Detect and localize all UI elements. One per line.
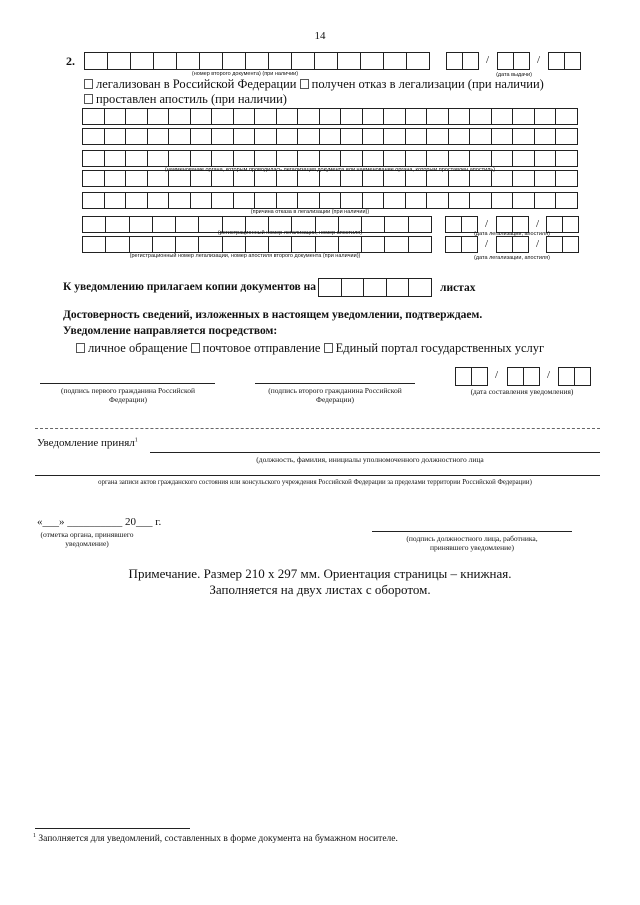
org-line[interactable] <box>35 475 600 476</box>
compose-date-part-2[interactable] <box>507 367 540 386</box>
cell[interactable] <box>292 237 315 252</box>
first-signature-label: (подпись первого гражданина Российской Федерации) <box>60 386 196 404</box>
cell[interactable] <box>406 171 428 186</box>
issue-date-part-2[interactable] <box>497 52 530 70</box>
cell[interactable] <box>126 151 148 166</box>
reg-date-label: (дата легализации, апостиля) <box>474 231 550 237</box>
cell[interactable] <box>83 217 106 232</box>
cell[interactable] <box>513 109 535 124</box>
doc-number-label: (номер второго документа) (при наличии) <box>191 71 299 77</box>
option-legalized: легализован в Российской Федерации <box>96 77 297 91</box>
cell[interactable] <box>148 193 170 208</box>
cell[interactable] <box>130 237 153 252</box>
date-separator: / <box>485 218 489 230</box>
cell[interactable] <box>513 237 528 252</box>
cell[interactable] <box>169 151 191 166</box>
cell[interactable] <box>563 217 578 232</box>
option-apostille: проставлен апостиль (при наличии) <box>96 92 287 106</box>
cell[interactable] <box>83 129 105 144</box>
cell[interactable] <box>319 279 342 296</box>
cell[interactable] <box>105 171 127 186</box>
cell[interactable] <box>406 151 428 166</box>
cell[interactable] <box>298 151 320 166</box>
compose-date-part-1[interactable] <box>455 367 488 386</box>
cell[interactable] <box>131 53 154 69</box>
cell[interactable] <box>406 109 428 124</box>
checkbox-refused[interactable] <box>300 79 309 89</box>
cell[interactable] <box>85 53 108 69</box>
cell[interactable] <box>105 151 127 166</box>
cell[interactable] <box>427 193 449 208</box>
cell[interactable] <box>492 151 514 166</box>
cell[interactable] <box>363 171 385 186</box>
cell[interactable] <box>384 53 407 69</box>
cell[interactable] <box>409 237 431 252</box>
cell[interactable] <box>427 109 449 124</box>
cell[interactable] <box>427 171 449 186</box>
footnote: $^1$ Заполняется для уведомлений, составленных в форме документа на бумажном носителе. <box>33 833 398 845</box>
reg-number2-grid[interactable] <box>82 236 432 253</box>
reg-date2-part-2[interactable] <box>496 236 529 253</box>
cell[interactable] <box>384 193 406 208</box>
reg-date2-label: (дата легализации, апостиля) <box>474 255 550 261</box>
cell[interactable] <box>384 129 406 144</box>
cell[interactable] <box>277 193 299 208</box>
cell[interactable] <box>563 237 578 252</box>
cell[interactable] <box>406 129 428 144</box>
cell[interactable] <box>105 193 127 208</box>
cell[interactable] <box>513 217 528 232</box>
official-label: (должность, фамилия, инициалы уполномоченного должностного лица <box>256 455 484 464</box>
cell[interactable] <box>148 151 170 166</box>
date-separator: / <box>547 369 551 381</box>
cell[interactable] <box>106 237 129 252</box>
cell[interactable] <box>148 109 170 124</box>
accepted-label: Уведомление принял$^1$ <box>37 437 138 449</box>
cell[interactable] <box>470 129 492 144</box>
cell[interactable] <box>153 237 176 252</box>
checkbox-mail[interactable] <box>191 343 200 353</box>
cell[interactable] <box>472 368 487 385</box>
cell[interactable] <box>362 237 385 252</box>
legalization-options <box>84 77 544 92</box>
cell[interactable] <box>234 151 256 166</box>
cell[interactable] <box>535 151 557 166</box>
checkbox-apostille[interactable] <box>84 94 93 104</box>
cell[interactable] <box>470 171 492 186</box>
cell[interactable] <box>363 151 385 166</box>
cell[interactable] <box>409 279 431 296</box>
cell[interactable] <box>298 171 320 186</box>
reg-date2-part-3[interactable] <box>546 236 579 253</box>
cell[interactable] <box>169 109 191 124</box>
issue-date-part-3[interactable] <box>548 52 581 70</box>
official-signature-line[interactable] <box>372 531 572 532</box>
cell[interactable] <box>470 151 492 166</box>
cell[interactable] <box>406 193 428 208</box>
cell[interactable] <box>83 171 105 186</box>
date-separator: / <box>485 238 489 250</box>
cell[interactable] <box>298 193 320 208</box>
stamp-label: (отметка органа, принявшего уведомление) <box>40 530 134 548</box>
cell[interactable] <box>513 151 535 166</box>
cell[interactable] <box>470 109 492 124</box>
cell[interactable] <box>191 129 213 144</box>
cell[interactable] <box>83 109 105 124</box>
compose-date-label: (дата составления уведомления) <box>470 387 574 396</box>
cell[interactable] <box>255 109 277 124</box>
option-refused: получен отказ в легализации (при наличии) <box>311 77 544 91</box>
cell[interactable] <box>535 109 557 124</box>
checkbox-portal[interactable] <box>324 343 333 353</box>
note-line1: Примечание. Размер 210 х 297 мм. Ориентация страницы – книжная. <box>128 566 512 581</box>
reg-number-label: (регистрационный номер легализации, номер апостиля) <box>217 230 363 236</box>
cell[interactable] <box>535 129 557 144</box>
date-separator: / <box>537 54 541 66</box>
cell[interactable] <box>269 53 292 69</box>
copies-count-grid[interactable] <box>318 278 432 297</box>
authority-row-3[interactable] <box>82 150 578 167</box>
cell[interactable] <box>497 217 513 232</box>
cell[interactable] <box>126 171 148 186</box>
first-signature-line[interactable] <box>40 383 215 384</box>
date-separator: / <box>536 218 540 230</box>
reg-date-part-1[interactable] <box>445 216 478 233</box>
cell[interactable] <box>177 53 200 69</box>
cell[interactable] <box>387 279 410 296</box>
cell[interactable] <box>223 53 246 69</box>
cell[interactable] <box>148 171 170 186</box>
issue-date-label: (дата выдачи) <box>496 72 532 78</box>
cell[interactable] <box>449 171 471 186</box>
reg-date2-part-1[interactable] <box>445 236 478 253</box>
cell[interactable] <box>556 151 577 166</box>
note-line2: Заполняется на двух листах с оборотом. <box>209 582 431 597</box>
cell[interactable] <box>446 217 462 232</box>
reg-number2-label: (регистрационный номер легализации, номер апостиля второго документа (при наличии)) <box>129 253 361 259</box>
cell[interactable] <box>513 193 535 208</box>
cell[interactable] <box>456 368 472 385</box>
cell[interactable] <box>130 217 153 232</box>
delivery-title: Уведомление направляется посредством: <box>63 325 278 337</box>
cell[interactable] <box>462 217 477 232</box>
cell[interactable] <box>255 193 277 208</box>
cell[interactable] <box>556 193 577 208</box>
cell[interactable] <box>556 129 577 144</box>
cell[interactable] <box>191 193 213 208</box>
cell[interactable] <box>320 171 342 186</box>
cell[interactable] <box>269 237 292 252</box>
date-separator: / <box>536 238 540 250</box>
cell[interactable] <box>547 237 563 252</box>
cell[interactable] <box>126 109 148 124</box>
cell[interactable] <box>384 109 406 124</box>
cell[interactable] <box>535 193 557 208</box>
cell[interactable] <box>409 217 431 232</box>
cell[interactable] <box>153 217 176 232</box>
copies-suffix: листах <box>440 282 476 294</box>
cell[interactable] <box>199 237 222 252</box>
cell[interactable] <box>169 129 191 144</box>
cell[interactable] <box>126 129 148 144</box>
cell[interactable] <box>148 129 170 144</box>
cell[interactable] <box>524 368 539 385</box>
cell[interactable] <box>498 53 514 69</box>
cell[interactable] <box>556 171 577 186</box>
cell[interactable] <box>339 237 362 252</box>
cell[interactable] <box>212 171 234 186</box>
cell[interactable] <box>315 53 338 69</box>
checkbox-legalized[interactable] <box>84 79 93 89</box>
cell[interactable] <box>277 129 299 144</box>
cell[interactable] <box>320 129 342 144</box>
divider <box>35 428 600 429</box>
cell[interactable] <box>169 193 191 208</box>
authority-label: (наименование органа, которым проводилась легализация документа или наименование органа, которым проставлен апостиль) <box>164 167 496 173</box>
cell[interactable] <box>277 171 299 186</box>
cell[interactable] <box>212 193 234 208</box>
cell[interactable] <box>463 53 478 69</box>
cell[interactable] <box>105 109 127 124</box>
copies-prefix: К уведомлению прилагаем копии документов на <box>63 281 317 293</box>
cell[interactable] <box>535 171 557 186</box>
cell[interactable] <box>342 279 365 296</box>
cell[interactable] <box>362 217 385 232</box>
cell[interactable] <box>126 193 148 208</box>
cell[interactable] <box>575 368 590 385</box>
org-label: органа записи актов гражданского состояния или консульского учреждения Российской Федерации за пределами территории Российской Федерации) <box>98 479 532 486</box>
cell[interactable] <box>169 171 191 186</box>
cell[interactable] <box>234 193 256 208</box>
cell[interactable] <box>320 151 342 166</box>
cell[interactable] <box>470 193 492 208</box>
cell[interactable] <box>513 171 535 186</box>
authority-row-1[interactable] <box>82 108 578 125</box>
option-portal: Единый портал государственных услуг <box>335 341 545 355</box>
cell[interactable] <box>492 171 514 186</box>
cell[interactable] <box>255 129 277 144</box>
cell[interactable] <box>385 237 408 252</box>
cell[interactable] <box>385 217 408 232</box>
cell[interactable] <box>212 109 234 124</box>
cell[interactable] <box>556 109 577 124</box>
cell[interactable] <box>106 217 129 232</box>
cell[interactable] <box>341 193 363 208</box>
cell[interactable] <box>246 237 269 252</box>
cell[interactable] <box>154 53 177 69</box>
cell[interactable] <box>497 237 513 252</box>
cell[interactable] <box>363 109 385 124</box>
checkbox-personal[interactable] <box>76 343 85 353</box>
cell[interactable] <box>83 151 105 166</box>
cell[interactable] <box>292 53 315 69</box>
cell[interactable] <box>83 237 106 252</box>
section-number: 2. <box>66 54 75 68</box>
official-line[interactable] <box>150 452 600 453</box>
cell[interactable] <box>246 53 269 69</box>
cell[interactable] <box>341 109 363 124</box>
cell[interactable] <box>559 368 575 385</box>
cell[interactable] <box>549 53 565 69</box>
doc-number-grid[interactable] <box>84 52 430 70</box>
cell[interactable] <box>462 237 477 252</box>
cell[interactable] <box>83 193 105 208</box>
cell[interactable] <box>341 171 363 186</box>
cell[interactable] <box>298 129 320 144</box>
cell[interactable] <box>341 151 363 166</box>
cell[interactable] <box>446 237 462 252</box>
cell[interactable] <box>427 151 449 166</box>
refusal-label: (причина отказа в легализации (при наличии)) <box>250 209 370 215</box>
cell[interactable] <box>449 109 471 124</box>
cell[interactable] <box>277 109 299 124</box>
cell[interactable] <box>200 53 223 69</box>
date-separator: / <box>486 54 490 66</box>
option-personal: личное обращение <box>88 341 188 355</box>
cell[interactable] <box>298 109 320 124</box>
cell[interactable] <box>255 171 277 186</box>
cell[interactable] <box>212 129 234 144</box>
cell[interactable] <box>105 129 127 144</box>
cell[interactable] <box>338 53 361 69</box>
cell[interactable] <box>320 109 342 124</box>
cell[interactable] <box>191 151 213 166</box>
cell[interactable] <box>108 53 131 69</box>
cell[interactable] <box>547 217 563 232</box>
cell[interactable] <box>361 53 384 69</box>
cell[interactable] <box>427 129 449 144</box>
cell[interactable] <box>492 193 514 208</box>
cell[interactable] <box>447 53 463 69</box>
second-signature-line[interactable] <box>255 383 415 384</box>
cell[interactable] <box>514 53 529 69</box>
cell[interactable] <box>234 109 256 124</box>
footnote-separator <box>35 828 190 829</box>
authority-row-5[interactable] <box>82 192 578 209</box>
cell[interactable] <box>513 129 535 144</box>
cell[interactable] <box>508 368 524 385</box>
date-separator: / <box>495 369 499 381</box>
page-number: 14 <box>314 30 326 42</box>
option-mail: почтовое отправление <box>202 341 321 355</box>
cell[interactable] <box>492 109 514 124</box>
cell[interactable] <box>449 129 471 144</box>
confirm-text: Достоверность сведений, изложенных в настоящем уведомлении, подтверждаем. <box>63 309 483 321</box>
compose-date-part-3[interactable] <box>558 367 591 386</box>
cell[interactable] <box>212 151 234 166</box>
second-signature-label: (подпись второго гражданина Российской Федерации) <box>268 386 402 404</box>
stamp-date[interactable]: «___» __________ 20___ г. <box>37 516 162 528</box>
cell[interactable] <box>234 129 256 144</box>
delivery-options <box>76 341 544 356</box>
cell[interactable] <box>341 129 363 144</box>
cell[interactable] <box>565 53 580 69</box>
cell[interactable] <box>363 129 385 144</box>
cell[interactable] <box>277 151 299 166</box>
cell[interactable] <box>320 193 342 208</box>
cell[interactable] <box>191 171 213 186</box>
cell[interactable] <box>191 109 213 124</box>
cell[interactable] <box>316 237 339 252</box>
cell[interactable] <box>384 151 406 166</box>
cell[interactable] <box>492 129 514 144</box>
cell[interactable] <box>176 237 199 252</box>
cell[interactable] <box>449 151 471 166</box>
official-signature-label: (подпись должностного лица, работника, принявшего уведомление) <box>406 534 538 552</box>
cell[interactable] <box>223 237 246 252</box>
cell[interactable] <box>234 171 256 186</box>
issue-date-part-1[interactable] <box>446 52 479 70</box>
cell[interactable] <box>255 151 277 166</box>
cell[interactable] <box>407 53 429 69</box>
cell[interactable] <box>363 193 385 208</box>
cell[interactable] <box>364 279 387 296</box>
cell[interactable] <box>176 217 199 232</box>
apostille-option <box>84 92 287 107</box>
cell[interactable] <box>449 193 471 208</box>
cell[interactable] <box>384 171 406 186</box>
authority-row-2[interactable] <box>82 128 578 145</box>
reg-date-part-3[interactable] <box>546 216 579 233</box>
